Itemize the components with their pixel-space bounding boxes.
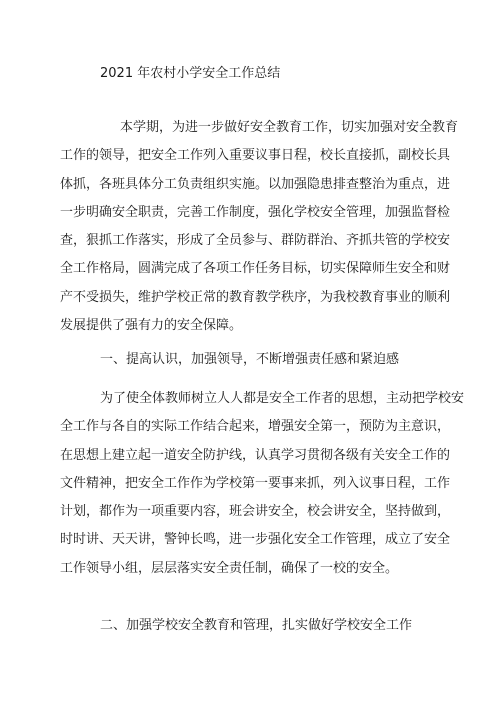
paragraph-line: 全工作与各自的实际工作结合起来，增强安全第一，预防为主意识，: [60, 419, 451, 435]
paragraph-line: 在思想上建立起一道安全防护线，认真学习贯彻各级有关安全工作的: [60, 447, 451, 463]
paragraph-line: 为了使全体教师树立人人都是安全工作者的思想，主动把学校安: [100, 391, 465, 406]
paragraph-line: 文件精神，把安全工作作为学校第一要事来抓，列入议事日程，工作: [60, 475, 451, 491]
paragraph-line: 产不受损失，维护学校正常的教育教学秩序，为我校教育事业的顺利: [60, 289, 451, 305]
paragraph-line: 时时讲、天天讲，警钟长鸣，进一步强化安全工作管理，成立了安全: [60, 532, 451, 548]
paragraph-line: 本学期，为进一步做好安全教育工作，切实加强对安全教育: [120, 120, 459, 135]
section-heading-1: 一、提高认识，加强领导，不断增强责任感和紧迫感: [100, 352, 400, 367]
document-title: 2021 年农村小学安全工作总结: [100, 66, 281, 81]
paragraph-line: 工作的领导，把安全工作列入重要议事日程，校长直接抓，副校长具: [60, 148, 451, 164]
paragraph-line: 体抓，各班具体分工负责组织实施。以加强隐患排查整治为重点，进: [60, 176, 451, 192]
paragraph-line: 计划，都作为一项重要内容，班会讲安全，校会讲安全，坚持做到，: [60, 504, 451, 520]
section1-paragraph: [60, 385, 465, 583]
section-heading-2: 二、加强学校安全教育和管理，扎实做好学校安全工作: [100, 618, 413, 633]
paragraph-line: 查，狠抓工作落实，形成了全员参与、群防群治、齐抓共管的学校安: [60, 233, 451, 249]
paragraph-line: 工作领导小组，层层落实安全责任制，确保了一校的安全。: [60, 560, 399, 576]
paragraph-line: 一步明确安全职责，完善工作制度，强化学校安全管理，加强监督检: [60, 204, 451, 220]
intro-paragraph: [60, 114, 459, 340]
paragraph-line: 发展提供了强有力的安全保障。: [60, 318, 243, 334]
paragraph-line: 全工作格局，圆满完成了各项工作任务目标，切实保障师生安全和财: [60, 261, 451, 277]
